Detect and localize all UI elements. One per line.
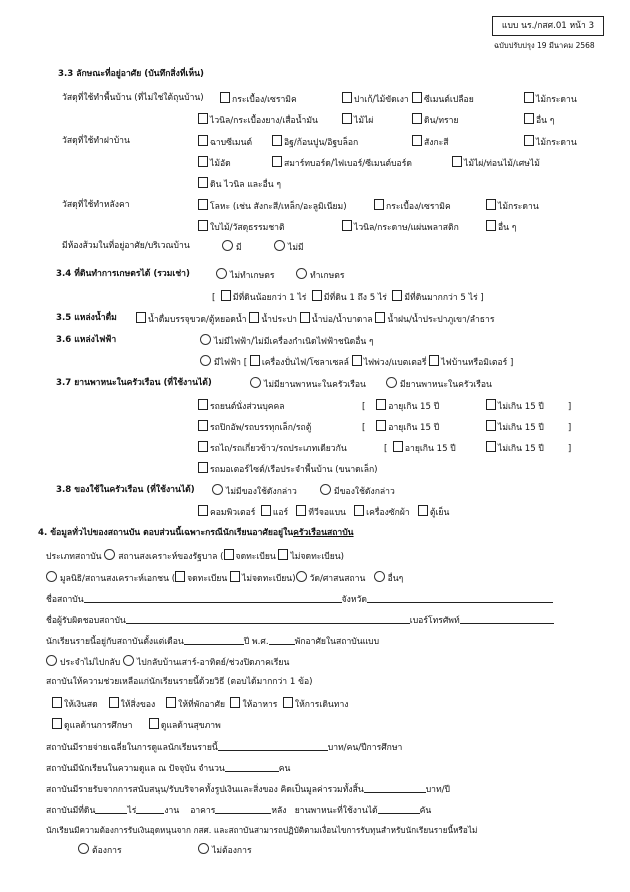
radio[interactable] (250, 377, 261, 388)
checkbox[interactable] (342, 220, 352, 231)
wall-opt[interactable]: สมาร์ทบอร์ด/ไฟเบอร์/ซีเมนต์บอร์ด (272, 156, 412, 170)
checkbox[interactable] (149, 718, 159, 729)
appliance-opt[interactable]: มีของใช้ดังกล่าว (320, 484, 395, 498)
checkbox[interactable] (166, 697, 176, 708)
checkbox[interactable] (224, 549, 234, 560)
power-opt-none[interactable]: ไม่มีไฟฟ้า/ไม่มีเครื่องกำเนิดไฟฟ้าชนิดอื่น ๆ (200, 334, 374, 348)
checkbox[interactable] (278, 549, 288, 560)
checkbox[interactable] (375, 312, 385, 323)
checkbox[interactable] (376, 399, 386, 410)
roof-opt[interactable]: ไม้กระดาน (486, 199, 539, 213)
toilet-opt[interactable]: ไม่มี (274, 240, 304, 254)
checkbox[interactable] (283, 697, 293, 708)
owner-field[interactable] (126, 613, 410, 624)
count-row: สถาบันมีนักเรียนในความดูแล ณ ปัจจุบัน จำนวน คน (46, 761, 290, 775)
checkbox[interactable] (198, 399, 208, 410)
checkbox[interactable] (230, 697, 240, 708)
checkbox[interactable] (198, 199, 208, 210)
radio[interactable] (198, 843, 209, 854)
checkbox[interactable] (221, 290, 231, 301)
floor-opt[interactable]: ซีเมนต์เปลือย (412, 92, 474, 106)
building-field[interactable] (215, 803, 271, 814)
checkbox[interactable] (312, 290, 322, 301)
wall-opt[interactable]: สังกะสี (412, 135, 449, 149)
phone-field[interactable] (460, 613, 554, 624)
checkbox[interactable] (198, 420, 208, 431)
radio[interactable] (46, 571, 57, 582)
radio[interactable] (216, 268, 227, 279)
checkbox[interactable] (524, 92, 534, 103)
rai-field[interactable] (95, 803, 127, 814)
section-3-5-title: 3.5 แหล่งน้ำดื่ม (56, 313, 117, 323)
radio[interactable] (274, 240, 285, 251)
vehicle-opt[interactable]: มียานพาหนะในครัวเรือน (386, 377, 492, 391)
toilet-label: มีห้องส้วมในที่อยู่อาศัย/บริเวณบ้าน (62, 241, 190, 251)
land-row: สถาบันมีที่ดิน ไร่ งาน อาคาร หลัง ยานพาหนะที่ใช้งานได้ คัน (46, 803, 431, 817)
radio[interactable] (212, 484, 223, 495)
floor-label: วัสดุที่ใช้ทำพื้นบ้าน (ที่ไม่ใช่ใต้ถุนบ้าน) (62, 93, 204, 103)
land-size-group: [ มีที่ดินน้อยกว่า 1 ไร่ มีที่ดิน 1 ถึง 5 ไร่ มีที่ดินมากกว่า 5 ไร่ ] (212, 290, 484, 304)
help-opts-1: ให้เงินสด ให้สิ่งของ ให้ที่พักอาศัย ให้อาหาร ให้การเดินทาง (52, 697, 349, 711)
checkbox[interactable] (452, 156, 462, 167)
checkbox[interactable] (374, 199, 384, 210)
vehicle-row: รถปิกอัพ/รถบรรทุกเล็ก/รถตู้ (198, 420, 311, 434)
section-3-7-title: 3.7 ยานพาหนะในครัวเรือน (ที่ใช้งานได้) (56, 378, 212, 388)
checkbox[interactable] (198, 177, 208, 188)
wall-opt[interactable]: ไม้ไผ่/ท่อนไม้/เศษไม้ (452, 156, 540, 170)
checkbox[interactable] (429, 355, 439, 366)
checkbox[interactable] (352, 355, 362, 366)
radio[interactable] (104, 549, 115, 560)
checkbox[interactable] (300, 312, 310, 323)
floor-opt[interactable]: กระเบื้อง/เซรามิค (220, 92, 297, 106)
roof-opt[interactable]: โลหะ (เช่น สังกะสี/เหล็ก/อะลูมิเนียม) (198, 199, 347, 213)
checkbox[interactable] (486, 399, 496, 410)
count-field[interactable] (225, 761, 279, 772)
checkbox[interactable] (392, 290, 402, 301)
radio[interactable] (222, 240, 233, 251)
wall-opt[interactable]: ไม้อัด (198, 156, 231, 170)
section-3-3-title: 3.3 ลักษณะที่อยู่อาศัย (บันทึกสิ่งที่เห็น) (58, 69, 204, 79)
vehicle-age: [ อายุเกิน 15 ปี (362, 399, 439, 413)
wall-opt[interactable]: อิฐ/ก้อนปูน/อิฐบล็อก (272, 135, 358, 149)
farm-opt[interactable]: ทำเกษตร (296, 268, 345, 282)
checkbox[interactable] (198, 156, 208, 167)
checkbox[interactable] (393, 441, 403, 452)
radio[interactable] (386, 377, 397, 388)
income-field[interactable] (364, 782, 426, 793)
checkbox[interactable] (486, 220, 496, 231)
year-field[interactable] (269, 634, 295, 645)
checkbox[interactable] (354, 505, 364, 516)
checkbox[interactable] (524, 135, 534, 146)
checkbox[interactable] (175, 571, 185, 582)
checkbox[interactable] (486, 420, 496, 431)
vehicle-count-field[interactable] (378, 803, 420, 814)
vehicle-row: รถยนต์นั่งส่วนบุคคล (198, 399, 285, 413)
checkbox[interactable] (342, 113, 352, 124)
checkbox[interactable] (376, 420, 386, 431)
radio[interactable] (78, 843, 89, 854)
floor-opt[interactable]: ไวนิล/กระเบื้องยาง/เสื่อน้ำมัน (198, 113, 318, 127)
vehicle-age: [ อายุเกิน 15 ปี (384, 441, 456, 455)
floor-opt[interactable]: ไม้กระดาน (524, 92, 577, 106)
income-row: สถาบันมีรายรับจากการสนับสนุน/รับบริจาคทั้งรูปเงินและสิ่งของ คิดเป็นมูลค่ารวมทั้งสิ้น บาท/ปี (46, 782, 450, 796)
revision-date: ฉบับปรับปรุง 19 มีนาคม 2568 (494, 41, 595, 50)
vehicle-age: ไม่เกิน 15 ปี ] (486, 441, 571, 455)
checkbox[interactable] (342, 92, 352, 103)
province-field[interactable] (367, 592, 553, 603)
checkbox[interactable] (486, 441, 496, 452)
help-opts-2: ดูแลด้านการศึกษา ดูแลด้านสุขภาพ (52, 718, 221, 732)
checkbox[interactable] (261, 505, 271, 516)
expense-field[interactable] (218, 740, 328, 751)
wall-opt[interactable]: ดิน ไวนิล และอื่น ๆ (198, 177, 281, 191)
need-opt[interactable]: ไม่ต้องการ (198, 843, 252, 857)
form-code-box (492, 16, 604, 36)
floor-opt[interactable]: ดิน/ทราย (412, 113, 459, 127)
floor-opt[interactable]: ไม้ไผ่ (342, 113, 373, 127)
vehicle-age: [ อายุเกิน 15 ปี (362, 420, 439, 434)
toilet-opt[interactable]: มี (222, 240, 242, 254)
power-opt-yes[interactable]: มีไฟฟ้า [ เครื่องปั่นไฟ/โซลาเซลล์ ไฟพ่วง/แบตเตอรี่ ไฟบ้านหรือมิเตอร์ ] (200, 355, 513, 369)
section-4-title: 4. ข้อมูลทั่วไปของสถานบัน ตอบส่วนนี้เฉพาะกรณีนักเรียนอาศัยอยู่ในครัวเรือนสถาบัน (38, 528, 354, 538)
vehicle-row: รถไถ/รถเกี่ยวข้าว/รถประเภทเดียวกัน (198, 441, 347, 455)
section-3-4-title: 3.4 ที่ดินทำการเกษตรได้ (รวมเช่า) (56, 269, 190, 279)
radio[interactable] (123, 655, 134, 666)
checkbox[interactable] (198, 220, 208, 231)
wall-opt[interactable]: ไม้กระดาน (524, 135, 577, 149)
stay-opts: ประจำไม่ไปกลับ ไปกลับบ้านเสาร์-อาทิตย์/ช่วงปิดภาคเรียน (46, 655, 289, 669)
month-field[interactable] (184, 634, 244, 645)
checkbox[interactable] (412, 135, 422, 146)
checkbox[interactable] (52, 697, 62, 708)
floor-opt[interactable]: อื่น ๆ (524, 113, 554, 127)
section-3-8-title: 3.8 ของใช้ในครัวเรือน (ที่ใช้งานได้) (56, 485, 195, 495)
vehicle-age: ไม่เกิน 15 ปี ] (486, 420, 571, 434)
checkbox[interactable] (486, 199, 496, 210)
roof-opt[interactable]: ไวนิล/กระดาษ/แผ่นพลาสติก (342, 220, 459, 234)
checkbox[interactable] (52, 718, 62, 729)
checkbox[interactable] (198, 462, 208, 473)
checkbox[interactable] (109, 697, 119, 708)
water-opts: น้ำดื่มบรรจุขวด/ตู้หยอดน้ำ น้ำประปา น้ำบ่อ/น้ำบาดาล น้ำฝน/น้ำประปาภูเขา/ลำธาร (136, 312, 494, 326)
radio[interactable] (200, 334, 211, 345)
need-label: นักเรียนมีความต้องการรับเงินอุดหนุนจาก กสศ. และสถาบันสามารถปฏิบัติตามเงื่อนไขการรับทุนสำหรับนักเรียนรายนี้หรือไม่ (46, 825, 478, 835)
form-code: แบบ นร./กสศ.01 หน้า 3 (501, 21, 595, 31)
wall-label: วัสดุที่ใช้ทำฝาบ้าน (62, 136, 130, 146)
checkbox[interactable] (272, 156, 282, 167)
wall-opt[interactable]: ฉาบซีเมนต์ (198, 135, 252, 149)
help-label: สถาบันให้ความช่วยเหลือแก่นักเรียนรายนี้ด้วยวิธี (ตอบได้มากกว่า 1 ข้อ) (46, 677, 313, 687)
appliance-items: คอมพิวเตอร์ แอร์ ทีวีจอแบน เครื่องซักผ้า ตู้เย็น (198, 505, 449, 519)
expense-row: สถาบันมีรายจ่ายเฉลี่ยในการดูแลนักเรียนรายนี้ บาท/คน/ปีการศึกษา (46, 740, 402, 754)
roof-opt[interactable]: อื่น ๆ (486, 220, 516, 234)
checkbox[interactable] (198, 505, 208, 516)
radio[interactable] (320, 484, 331, 495)
checkbox[interactable] (296, 505, 306, 516)
appliance-opt[interactable]: ไม่มีของใช้ดังกล่าว (212, 484, 297, 498)
section-3-6-title: 3.6 แหล่งไฟฟ้า (56, 335, 117, 345)
radio[interactable] (200, 355, 211, 366)
radio[interactable] (296, 268, 307, 279)
institution-type-2: มูลนิธิ/สถานสงเคราะห์เอกชน ( จดทะเบียน ไม่จดทะเบียน) วัด/ศาสนสถาน อื่นๆ (46, 571, 403, 585)
radio[interactable] (374, 571, 385, 582)
stay-row: นักเรียนรายนี้อยู่กับสถาบันตั้งแต่เดือน ปี พ.ศ. พักอาศัยในสถาบันแบบ (46, 634, 379, 648)
roof-opt[interactable]: ใบไม้/วัสดุธรรมชาติ (198, 220, 285, 234)
vehicle-opt[interactable]: ไม่มียานพาหนะในครัวเรือน (250, 377, 366, 391)
owner-row: ชื่อผู้รับผิดชอบสถาบัน เบอร์โทรศัพท์ (46, 613, 554, 627)
roof-opt[interactable]: กระเบื้อง/เซรามิค (374, 199, 451, 213)
checkbox[interactable] (249, 312, 259, 323)
checkbox[interactable] (250, 355, 260, 366)
ngan-field[interactable] (136, 803, 164, 814)
checkbox[interactable] (198, 441, 208, 452)
checkbox[interactable] (198, 135, 208, 146)
checkbox[interactable] (230, 571, 240, 582)
checkbox[interactable] (220, 92, 230, 103)
floor-opt[interactable]: ปาเก้/ไม้ขัดเงา (342, 92, 409, 106)
checkbox[interactable] (418, 505, 428, 516)
roof-label: วัสดุที่ใช้ทำหลังคา (62, 200, 130, 210)
radio[interactable] (46, 655, 57, 666)
institution-name-row: ชื่อสถาบัน จังหวัด (46, 592, 553, 606)
vehicle-age: ไม่เกิน 15 ปี ] (486, 399, 571, 413)
name-field[interactable] (84, 592, 342, 603)
checkbox[interactable] (412, 92, 422, 103)
checkbox[interactable] (198, 113, 208, 124)
vehicle-row: รถมอเตอร์ไซต์/เรือประจำพื้นบ้าน (ขนาดเล็ก) (198, 462, 378, 476)
checkbox[interactable] (524, 113, 534, 124)
farm-opt[interactable]: ไม่ทำเกษตร (216, 268, 274, 282)
checkbox[interactable] (272, 135, 282, 146)
need-opt[interactable]: ต้องการ (78, 843, 122, 857)
radio[interactable] (296, 571, 307, 582)
institution-type: ประเภทสถาบัน สถานสงเคราะห์ของรัฐบาล ( จดทะเบียน ไม่จดทะเบียน) (46, 549, 344, 563)
checkbox[interactable] (136, 312, 146, 323)
checkbox[interactable] (412, 113, 422, 124)
